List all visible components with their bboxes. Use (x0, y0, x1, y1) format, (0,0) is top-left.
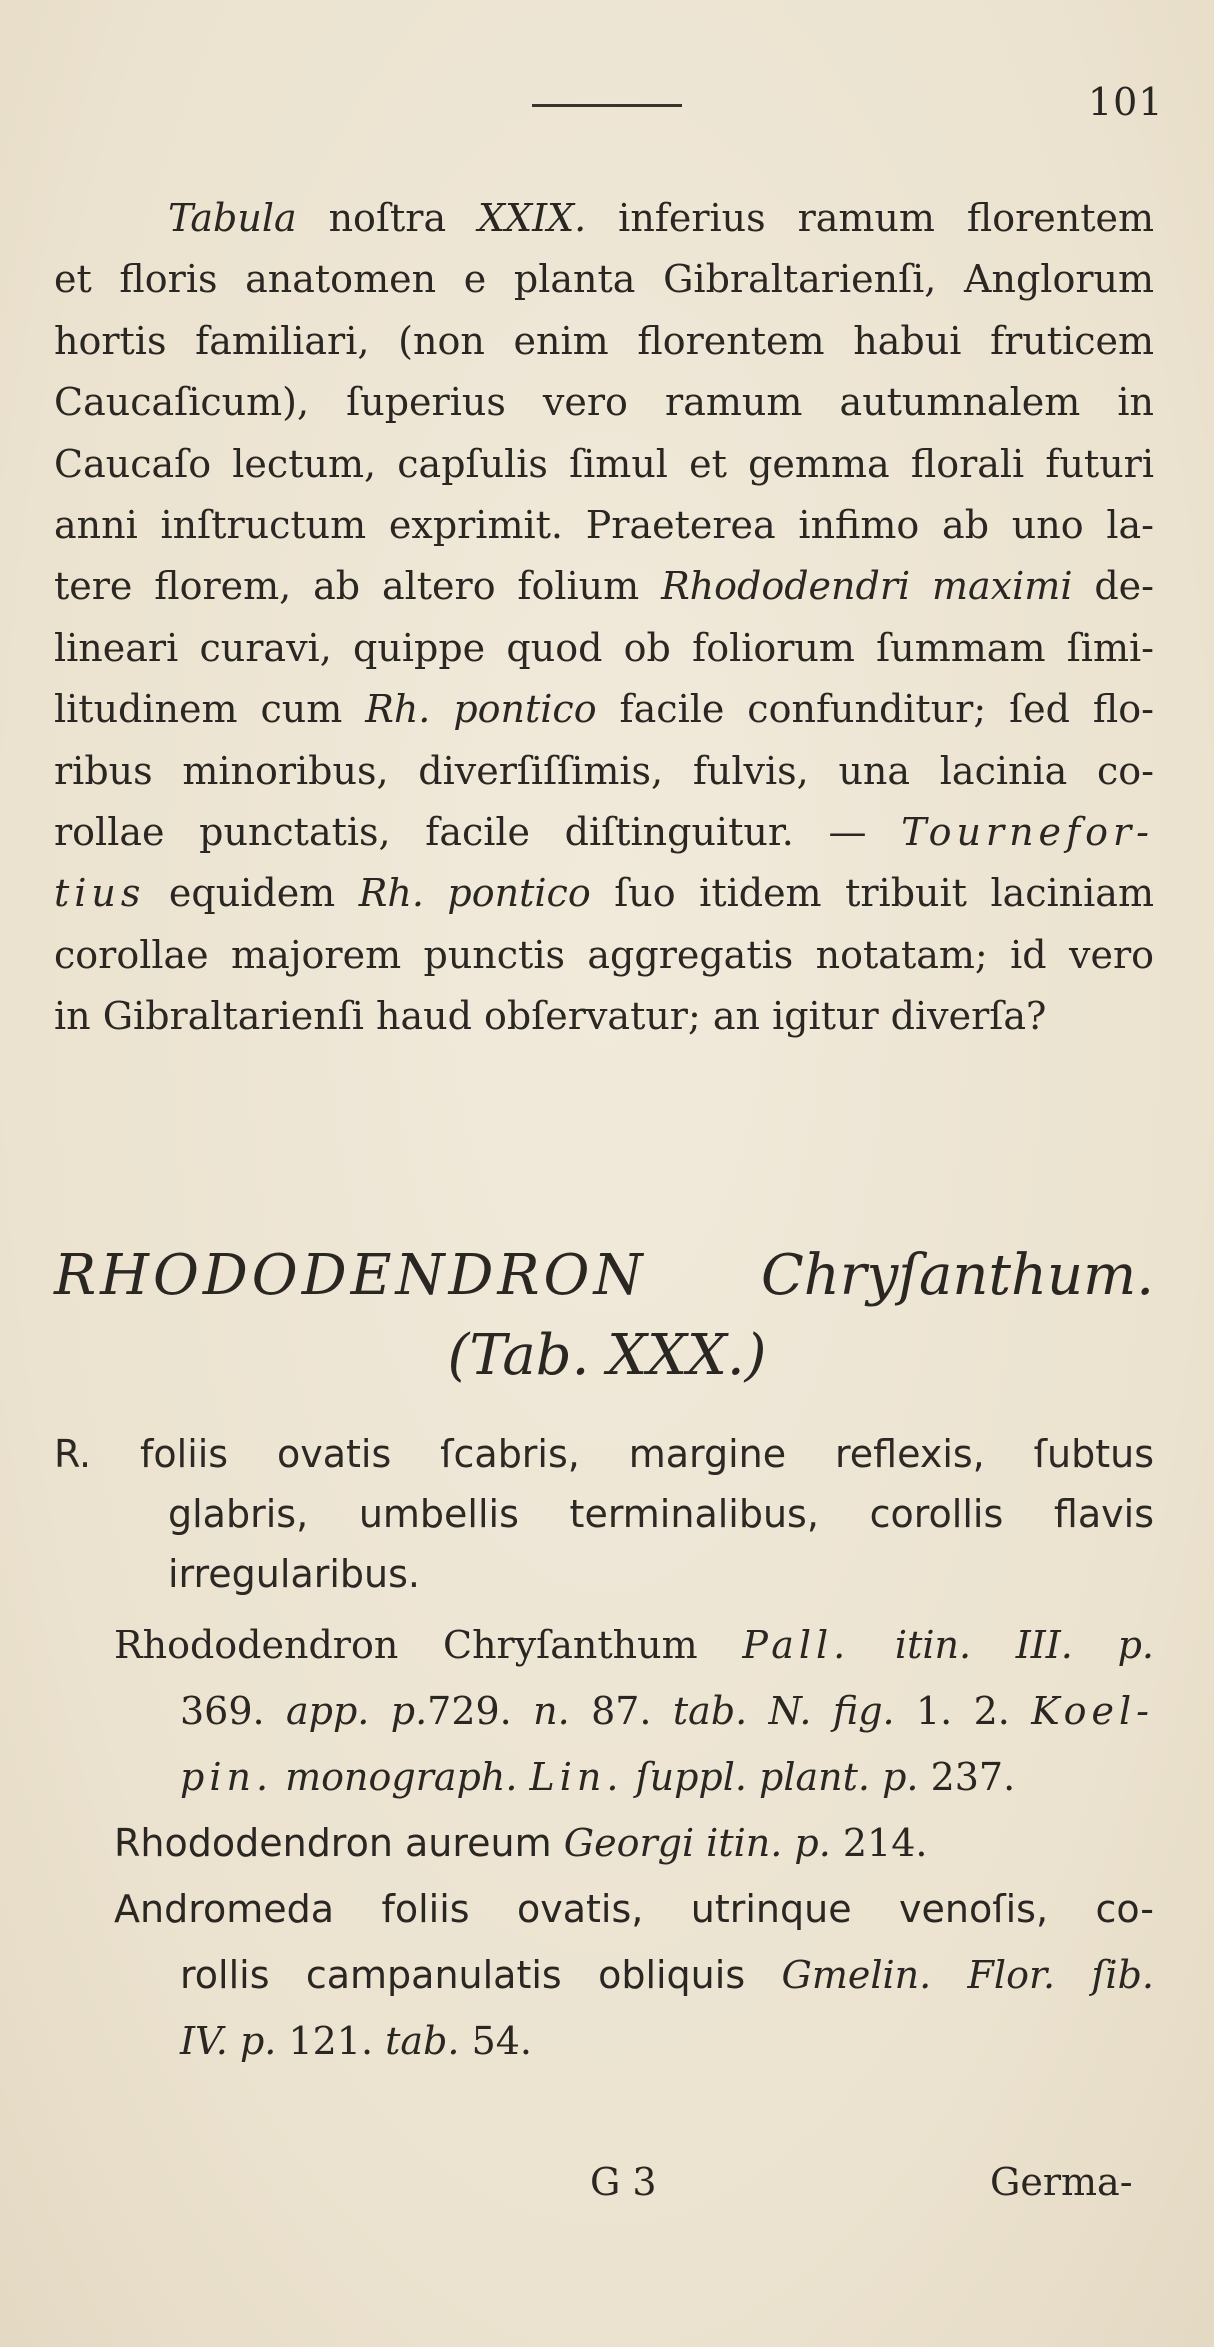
roman-text: anni inſtructum exprimit. Praeterea infimo ab uno la- (54, 502, 1154, 547)
text-line (54, 188, 1154, 249)
italic-text: ſuppl. plant. p. (623, 1755, 919, 1799)
roman-text: Caucaſo lectum, capſulis ſimul et gemma florali futuri (54, 441, 1154, 486)
diagnosis-line: R. foliis ovatis ſcabris, margine reflexis, ſubtus (54, 1432, 1154, 1476)
page-number: 101 (1088, 80, 1164, 124)
text-line (114, 1810, 1154, 1876)
roman-text: de- (1072, 564, 1154, 609)
text-line (114, 1612, 1154, 1678)
roman-text: 121. (276, 2019, 386, 2063)
roman-text: facile confunditur; ſed flo- (596, 687, 1154, 732)
synonym-entry (114, 1612, 1154, 1810)
roman-text: inferius ramum florentem (586, 196, 1154, 240)
italic-text: monograph. (273, 1755, 518, 1799)
roman-text: hortis familiari, (non enim florentem habui fruticem (54, 318, 1154, 363)
text-line (114, 1678, 1154, 1744)
text-line (54, 863, 1154, 924)
roman-text: lineari curavi, quippe quod ob foliorum ſummam ſimi- (54, 625, 1154, 670)
roman-text: et floris anatomen e planta Gibraltarienſi, Anglorum (54, 257, 1154, 302)
body-paragraph (54, 188, 1154, 1047)
roman-text: tere florem, ab altero folium (54, 564, 662, 609)
text-line (54, 679, 1154, 740)
synonym-entry (114, 1810, 1154, 1876)
text-line (54, 311, 1154, 372)
roman-text: corollae majorem punctis aggregatis notatam; id vero (54, 932, 1154, 977)
roman-text: 87. (569, 1689, 673, 1733)
text-line (54, 495, 1154, 556)
text-line (114, 1744, 1154, 1810)
roman-text (517, 1755, 529, 1799)
plate-reference: (Tab. XXX.) (447, 1323, 767, 1388)
roman-text: 729. (427, 1689, 534, 1733)
roman-text: ribus minoribus, diverſiſſimis, fulvis, una lacinia co- (54, 748, 1154, 793)
genus-name: RHODODENDRON (54, 1243, 647, 1308)
italic-text: Lin. (529, 1755, 624, 1799)
diagnosis-line: irregularibus. (168, 1552, 420, 1596)
italic-text: Koel- (1031, 1689, 1154, 1733)
roman-text: rollis campanulatis obliquis (180, 1953, 782, 1997)
italic-text: Gmelin. Flor. ſib. (781, 1953, 1154, 1997)
italic-text: Rhododendri maximi (661, 564, 1073, 609)
text-line (54, 986, 1154, 1047)
italic-text: Tabula (168, 196, 297, 240)
text-line (54, 802, 1154, 863)
roman-text: ſuo itidem tribuit laciniam (590, 871, 1154, 916)
roman-text: Rhododendron Chryſanthum (114, 1623, 743, 1667)
italic-text: Rh. pontico (358, 871, 591, 916)
species-diagnosis (54, 1424, 1154, 1604)
text-line (114, 1876, 1154, 1942)
text-line (54, 925, 1154, 986)
roman-text: Rhododendron aureum (114, 1821, 564, 1865)
roman-text: 214. (830, 1821, 928, 1865)
italic-text: tius (54, 871, 146, 916)
text-line (54, 618, 1154, 679)
text-line (54, 741, 1154, 802)
italic-text: Rh. pontico (365, 687, 597, 732)
italic-text: Pall. (742, 1623, 851, 1667)
signature-mark: G 3 (590, 2160, 657, 2204)
italic-text: Georgi itin. p. (563, 1821, 831, 1865)
text-line (114, 1942, 1154, 2008)
italic-text: tab. (385, 2019, 460, 2063)
species-heading (54, 1240, 1154, 1312)
roman-text: 237. (918, 1755, 1016, 1799)
roman-text: 1. 2. (894, 1689, 1032, 1733)
roman-text: 369. (180, 1689, 286, 1733)
synonym-entry (114, 1876, 1154, 2074)
roman-text: rollae punctatis, facile diſtinguitur. — (54, 809, 902, 854)
roman-text: noſtra (296, 196, 479, 240)
species-epithet: Chryſanthum. (760, 1243, 1154, 1308)
italic-text: IV. p. (180, 2019, 277, 2063)
catchword: Germa- (990, 2160, 1133, 2204)
italic-text: Tournefor- (901, 809, 1154, 854)
text-line (114, 2008, 1154, 2074)
italic-text: itin. III. p. (850, 1623, 1154, 1667)
roman-text: Caucaſicum), ſuperius vero ramum autumnalem in (54, 380, 1154, 425)
text-line (54, 434, 1154, 495)
italic-text: app. p. (285, 1689, 428, 1733)
roman-text: equidem (145, 871, 359, 916)
italic-text: XXIX. (478, 196, 587, 240)
header-rule (532, 104, 682, 107)
text-line (54, 372, 1154, 433)
roman-text: 54. (459, 2019, 533, 2063)
text-line (54, 249, 1154, 310)
roman-text: in Gibraltarienſi haud obſervatur; an igitur diverſa? (54, 994, 1047, 1039)
roman-text: litudinem cum (54, 687, 366, 732)
text-line (54, 556, 1154, 617)
italic-text: n. (533, 1689, 570, 1733)
roman-text: Andromeda foliis ovatis, utrinque venoſis, co- (114, 1887, 1154, 1931)
diagnosis-line: glabris, umbellis terminalibus, corollis flavis (168, 1492, 1154, 1536)
italic-text: tab. N. fig. (672, 1689, 895, 1733)
italic-text: pin. (180, 1755, 274, 1799)
